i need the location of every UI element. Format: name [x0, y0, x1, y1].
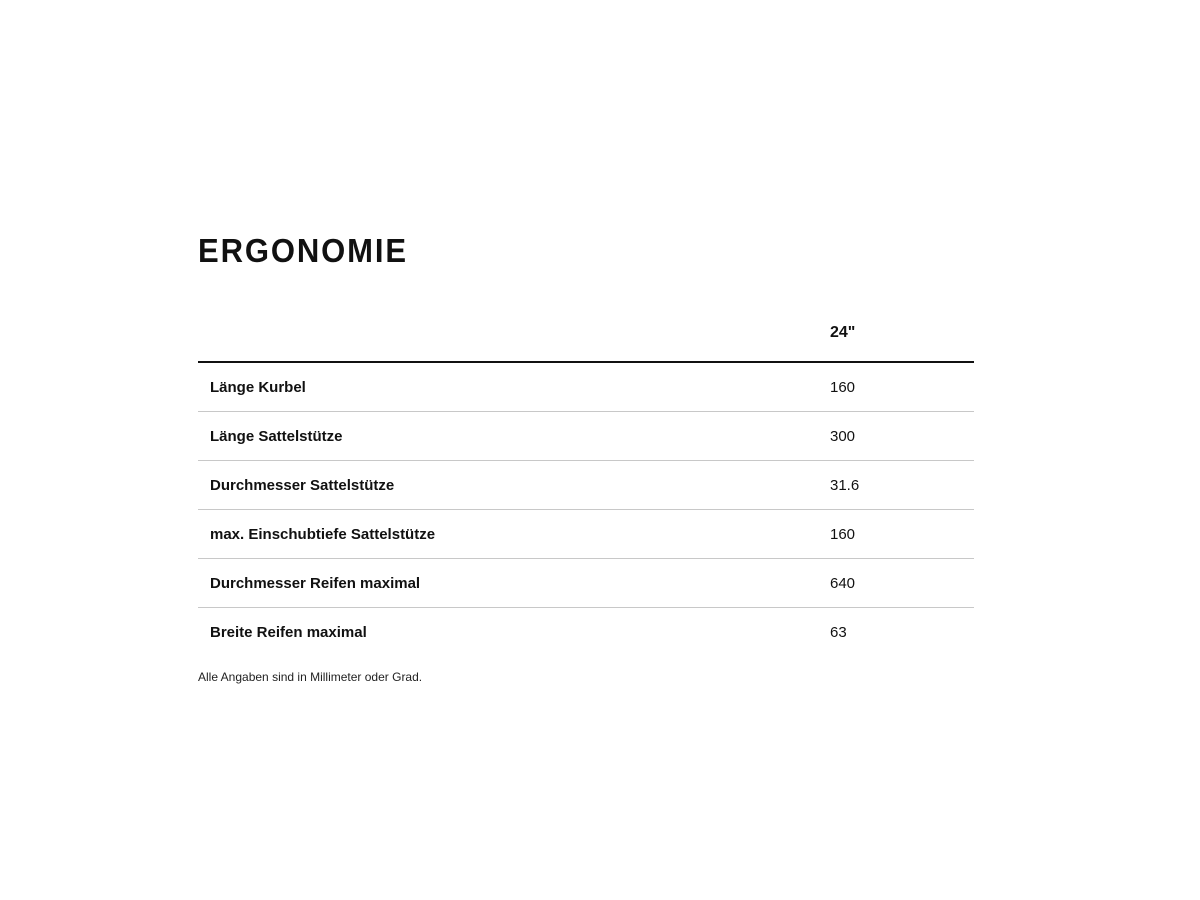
row-value: 300: [830, 412, 974, 461]
row-value: 160: [830, 510, 974, 559]
table-header-row: [198, 316, 974, 362]
column-header-label: [198, 316, 830, 362]
table-row: [198, 559, 974, 608]
units-footnote: Alle Angaben sind in Millimeter oder Grad.: [198, 670, 423, 684]
ergonomics-table: [198, 316, 974, 656]
table-row: [198, 510, 974, 559]
section-title: ERGONOMIE: [198, 232, 408, 269]
column-header-size: [830, 316, 974, 362]
table-row: [198, 362, 974, 412]
row-label: max. Einschubtiefe Sattelstütze: [198, 510, 830, 559]
ergonomics-section: [198, 232, 974, 684]
row-label: Durchmesser Reifen maximal: [198, 559, 830, 608]
row-label: Länge Sattelstütze: [198, 412, 830, 461]
table-row: [198, 461, 974, 510]
row-label: Länge Kurbel: [198, 362, 830, 412]
table-row: [198, 608, 974, 657]
row-value: 640: [830, 559, 974, 608]
row-value: 160: [830, 362, 974, 412]
row-label: Breite Reifen maximal: [210, 623, 367, 641]
size-label: 24": [830, 324, 856, 341]
row-label: Durchmesser Sattelstütze: [198, 461, 830, 510]
row-value: 31.6: [830, 461, 974, 510]
table-row: [198, 412, 974, 461]
row-value: 63: [830, 623, 847, 641]
